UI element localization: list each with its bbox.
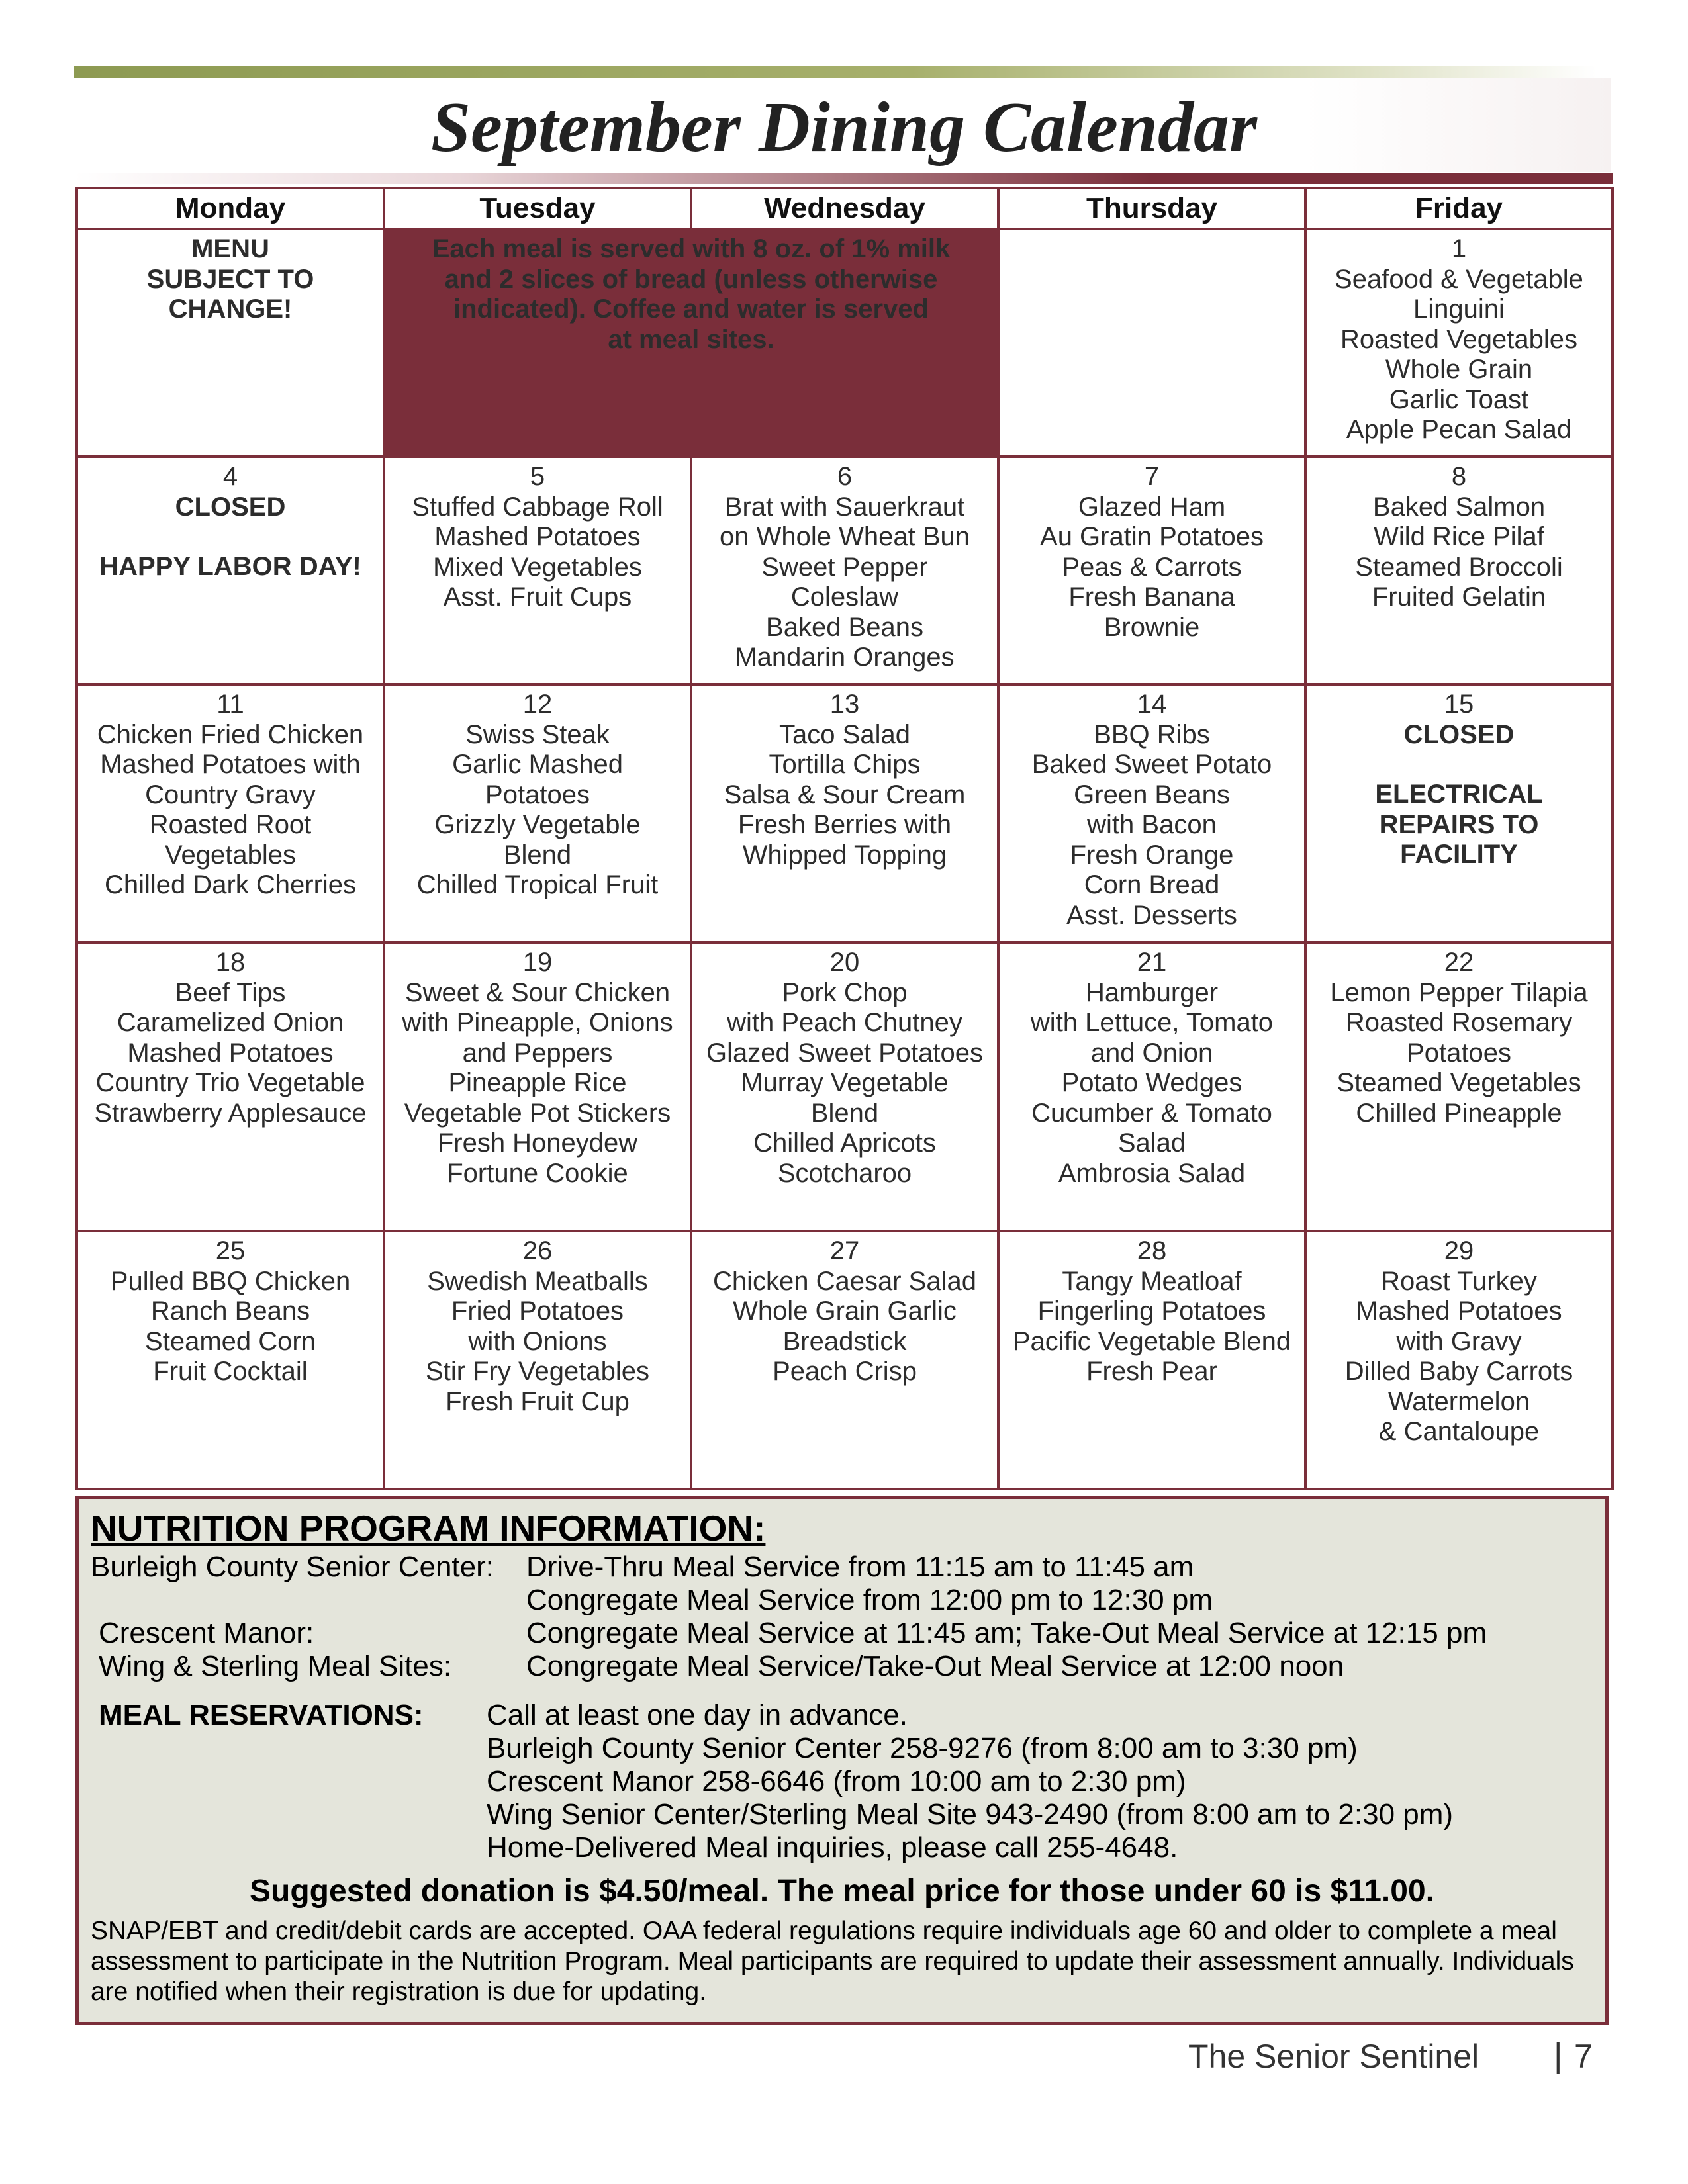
menu-item: Mashed Potatoes <box>127 1038 334 1068</box>
day-cell <box>691 684 998 942</box>
menu-item: Watermelon <box>1387 1387 1530 1416</box>
day-number: 21 <box>1137 948 1167 977</box>
menu-item: Fried Potatoes <box>451 1297 624 1326</box>
menu-item: Hamburger <box>1085 978 1219 1007</box>
day-number: 22 <box>1444 948 1474 977</box>
meal-info-line: indicated). Coffee and water is served <box>453 295 929 324</box>
menu-item: Baked Salmon <box>1372 492 1546 522</box>
day-cell <box>691 942 998 1231</box>
closed-label: CLOSED <box>175 492 286 522</box>
day-number: 11 <box>216 690 244 719</box>
menu-item: Pineapple Rice <box>448 1068 627 1097</box>
menu-item: Mashed Potatoes with <box>100 750 361 779</box>
header-thursday: Thursday <box>998 188 1305 229</box>
header-friday: Friday <box>1305 188 1613 229</box>
menu-item: Glazed Ham <box>1078 492 1226 522</box>
menu-item: with Gravy <box>1396 1326 1522 1356</box>
menu-item: Asst. Fruit Cups <box>443 582 632 612</box>
menu-item: Brat with Sauerkraut <box>724 492 965 522</box>
header-wednesday: Wednesday <box>691 188 998 229</box>
day-cell <box>77 1231 384 1489</box>
day-number: 25 <box>215 1236 246 1265</box>
menu-item: Baked Beans <box>766 612 923 642</box>
day-cell <box>384 942 691 1231</box>
menu-item: Garlic Mashed <box>452 750 623 779</box>
holiday-note: HAPPY LABOR DAY! <box>99 552 361 581</box>
menu-item: Fresh Berries with <box>737 810 952 839</box>
menu-item: Chicken Fried Chicken <box>97 719 364 749</box>
menu-item: with Onions <box>468 1326 607 1356</box>
menu-item: Au Gratin Potatoes <box>1040 522 1264 551</box>
menu-item: Whole Grain Garlic <box>733 1297 957 1326</box>
day-number: 15 <box>1444 690 1474 719</box>
menu-item: Mixed Vegetables <box>433 552 642 582</box>
week-row <box>77 457 1613 684</box>
menu-item: Grizzly Vegetable <box>434 810 641 839</box>
menu-item: & Cantaloupe <box>1378 1417 1540 1446</box>
menu-item: Roast Turkey <box>1381 1266 1537 1296</box>
day-number: 20 <box>829 948 860 977</box>
day-cell <box>998 942 1305 1231</box>
site-schedule: Congregate Meal Service from 12:00 pm to 12:30 pm <box>526 1584 1213 1616</box>
menu-item: Swiss Steak <box>465 719 610 749</box>
menu-item: Seafood & Vegetable <box>1335 264 1583 294</box>
day-cell <box>1305 457 1613 684</box>
day-number: 29 <box>1444 1236 1474 1265</box>
menu-item: Salad <box>1117 1128 1186 1158</box>
notice-line: SUBJECT TO <box>146 264 314 294</box>
menu-item: Ranch Beans <box>150 1297 310 1326</box>
menu-item: Apple Pecan Salad <box>1346 415 1572 444</box>
closure-note: REPAIRS TO <box>1379 809 1539 839</box>
menu-item: Chilled Tropical Fruit <box>416 870 659 899</box>
notice-line: MENU <box>191 234 269 263</box>
menu-item: Green Beans <box>1074 780 1230 809</box>
day-cell <box>998 457 1305 684</box>
nutrition-heading: NUTRITION PROGRAM INFORMATION: <box>91 1508 766 1549</box>
page-title: September Dining Calendar <box>430 88 1258 167</box>
menu-item: Roasted Root <box>149 810 312 839</box>
menu-item: Country Trio Vegetable <box>95 1068 365 1097</box>
day-number: 6 <box>837 462 853 491</box>
menu-item: with Pineapple, Onions <box>402 1008 673 1037</box>
week-row <box>77 1231 1613 1489</box>
day-cell <box>77 684 384 942</box>
day-cell <box>1305 684 1613 942</box>
meal-info-line: at meal sites. <box>608 324 774 354</box>
menu-item: Beef Tips <box>175 978 286 1007</box>
menu-item: Dilled Baby Carrots <box>1344 1357 1573 1386</box>
menu-item: Mashed Potatoes <box>1356 1297 1562 1326</box>
menu-item: Whole Grain <box>1385 355 1533 384</box>
menu-item: Mashed Potatoes <box>434 522 641 551</box>
closure-note: ELECTRICAL <box>1375 780 1543 809</box>
menu-item: Sweet & Sour Chicken <box>404 978 671 1007</box>
day-cell <box>384 457 691 684</box>
fine-print: SNAP/EBT and credit/debit cards are accepted. OAA federal regulations require individuals age 60 and older to complete a meal assessment to participate in the Nutrition Program. Meal participants are required to update their assessment annually. Individuals are notified when their registration is due for updating. <box>91 1917 1574 2006</box>
menu-item: Sweet Pepper <box>761 552 928 582</box>
day-cell <box>691 1231 998 1489</box>
week-row <box>77 942 1613 1231</box>
dining-calendar <box>75 187 1614 1490</box>
menu-item: Cucumber & Tomato <box>1031 1098 1272 1128</box>
menu-change-notice <box>77 229 384 457</box>
menu-item: Potatoes <box>1407 1038 1511 1068</box>
menu-item: Pacific Vegetable Blend <box>1012 1326 1291 1356</box>
menu-item: Fresh Honeydew <box>437 1128 638 1158</box>
site-schedule: Drive-Thru Meal Service from 11:15 am to 11:45 am <box>526 1551 1194 1583</box>
header-monday: Monday <box>77 188 384 229</box>
site-label: Wing & Sterling Meal Sites: <box>99 1650 452 1682</box>
menu-item: Asst. Desserts <box>1066 900 1237 930</box>
site-schedule: Congregate Meal Service at 11:45 am; Take-Out Meal Service at 12:15 pm <box>526 1617 1487 1649</box>
menu-item: Roasted Rosemary <box>1345 1008 1573 1037</box>
menu-item: Glazed Sweet Potatoes <box>706 1038 984 1068</box>
day-cell <box>384 1231 691 1489</box>
day-number: 14 <box>1137 690 1167 719</box>
day-cell <box>1305 1231 1613 1489</box>
menu-item: BBQ Ribs <box>1094 719 1210 749</box>
menu-item: Scotcharoo <box>777 1158 912 1188</box>
day-cell <box>998 684 1305 942</box>
reservations-label: MEAL RESERVATIONS: <box>99 1699 424 1731</box>
menu-item: Blend <box>810 1098 879 1128</box>
menu-item: Chilled Pineapple <box>1356 1098 1562 1128</box>
suggested-donation: Suggested donation is $4.50/meal. The meal price for those under 60 is $11.00. <box>250 1874 1434 1909</box>
day-number: 28 <box>1137 1236 1167 1265</box>
menu-item: Stir Fry Vegetables <box>426 1357 649 1386</box>
day-cell <box>77 942 384 1231</box>
menu-item: with Lettuce, Tomato <box>1030 1008 1274 1037</box>
menu-item: Linguini <box>1413 295 1505 324</box>
day-number: 27 <box>829 1236 860 1265</box>
menu-item: Fruit Cocktail <box>153 1357 308 1386</box>
menu-item: Potatoes <box>485 780 590 809</box>
menu-item: Peas & Carrots <box>1062 552 1242 582</box>
menu-item: Steamed Vegetables <box>1336 1068 1581 1097</box>
menu-item: Potato Wedges <box>1061 1068 1243 1097</box>
menu-item: Fresh Orange <box>1070 840 1234 870</box>
top-olive-rule <box>74 66 1597 78</box>
menu-item: with Bacon <box>1087 810 1217 839</box>
day-number: 13 <box>829 690 860 719</box>
closed-label: CLOSED <box>1403 719 1515 749</box>
day-number: 5 <box>530 462 545 491</box>
site-schedule: Congregate Meal Service/Take-Out Meal Service at 12:00 noon <box>526 1650 1344 1682</box>
menu-item: Whipped Topping <box>742 840 947 870</box>
menu-item: Fresh Pear <box>1086 1357 1217 1386</box>
menu-item: Fresh Fruit Cup <box>445 1387 630 1416</box>
day-number: 7 <box>1144 462 1160 491</box>
day-number: 4 <box>222 462 238 491</box>
menu-item: Pulled BBQ Chicken <box>110 1266 351 1296</box>
day-number: 26 <box>522 1236 553 1265</box>
menu-item: Swedish Meatballs <box>427 1266 648 1296</box>
day-number: 18 <box>215 948 246 977</box>
menu-item: and Onion <box>1090 1038 1213 1068</box>
week-row <box>77 229 1613 457</box>
menu-item: Mandarin Oranges <box>735 643 955 672</box>
day-number: 19 <box>522 948 553 977</box>
menu-item: Salsa & Sour Cream <box>724 780 966 809</box>
nutrition-info-panel <box>75 1496 1609 2025</box>
menu-item: on Whole Wheat Bun <box>720 522 970 551</box>
menu-item: Fruited Gelatin <box>1372 582 1546 612</box>
day-cell <box>1305 942 1613 1231</box>
notice-line: CHANGE! <box>168 295 293 324</box>
menu-item: Chicken Caesar Salad <box>713 1266 976 1296</box>
footer-separator: | <box>1554 2036 1563 2075</box>
menu-item: Vegetables <box>165 840 296 870</box>
reservation-line: Wing Senior Center/Sterling Meal Site 943-2490 (from 8:00 am to 2:30 pm) <box>487 1798 1454 1831</box>
weekday-header-row <box>77 188 1613 229</box>
menu-item: Garlic Toast <box>1389 385 1529 414</box>
menu-item: Taco Salad <box>779 719 910 749</box>
day-number: 12 <box>522 690 553 719</box>
menu-item: Wild Rice Pilaf <box>1374 522 1544 551</box>
meal-info-box <box>384 229 998 457</box>
day-number: 1 <box>1451 234 1467 263</box>
menu-item: Murray Vegetable <box>741 1068 949 1097</box>
menu-item: Chilled Apricots <box>753 1128 936 1158</box>
menu-item: Fingerling Potatoes <box>1037 1297 1266 1326</box>
reservation-line: Crescent Manor 258-6646 (from 10:00 am to 2:30 pm) <box>487 1765 1186 1797</box>
week-row <box>77 684 1613 942</box>
menu-item: Caramelized Onion <box>117 1008 344 1037</box>
reservation-line: Burleigh County Senior Center 258-9276 (from 8:00 am to 3:30 pm) <box>487 1732 1358 1764</box>
menu-item: Vegetable Pot Stickers <box>404 1098 671 1128</box>
menu-item: Pork Chop <box>782 978 908 1007</box>
publication-name: The Senior Sentinel <box>1188 2038 1479 2075</box>
menu-item: Stuffed Cabbage Roll <box>412 492 663 522</box>
menu-item: Chilled Dark Cherries <box>104 870 357 899</box>
menu-item: Tangy Meatloaf <box>1062 1266 1242 1296</box>
day-number: 8 <box>1451 462 1467 491</box>
site-label: Crescent Manor: <box>99 1617 314 1649</box>
day-cell <box>77 457 384 684</box>
site-label: Burleigh County Senior Center: <box>91 1551 494 1583</box>
menu-item: with Peach Chutney <box>727 1008 962 1037</box>
menu-item: Peach Crisp <box>773 1357 917 1386</box>
header-tuesday: Tuesday <box>384 188 691 229</box>
day-cell <box>998 1231 1305 1489</box>
menu-item: Ambrosia Salad <box>1058 1158 1246 1188</box>
day-cell <box>384 684 691 942</box>
menu-item: Fresh Banana <box>1068 582 1235 612</box>
menu-item: Breadstick <box>782 1326 907 1356</box>
day-cell <box>1305 229 1613 457</box>
menu-item: Steamed Corn <box>145 1326 316 1356</box>
reservation-line: Home-Delivered Meal inquiries, please call 255-4648. <box>487 1831 1178 1864</box>
menu-item: Fortune Cookie <box>447 1158 628 1188</box>
menu-item: Lemon Pepper Tilapia <box>1330 978 1588 1007</box>
menu-item: Baked Sweet Potato <box>1031 750 1272 779</box>
empty-day-cell <box>998 229 1305 457</box>
maroon-rule <box>74 173 1613 184</box>
menu-item: Steamed Broccoli <box>1355 552 1563 582</box>
reservation-line: Call at least one day in advance. <box>487 1699 908 1731</box>
menu-item: Country Gravy <box>145 780 316 809</box>
menu-item: Corn Bread <box>1084 870 1220 899</box>
menu-item: and Peppers <box>462 1038 613 1068</box>
menu-item: Tortilla Chips <box>769 750 921 779</box>
menu-item: Strawberry Applesauce <box>94 1098 367 1128</box>
day-cell <box>691 457 998 684</box>
meal-info-line: and 2 slices of bread (unless otherwise <box>444 264 938 294</box>
meal-info-line: Each meal is served with 8 oz. of 1% milk <box>432 234 951 263</box>
page-number: 7 <box>1574 2038 1593 2075</box>
menu-item: Coleslaw <box>790 582 899 612</box>
menu-item: Brownie <box>1103 612 1200 642</box>
menu-item: Roasted Vegetables <box>1340 324 1578 354</box>
menu-item: Blend <box>503 840 572 870</box>
closure-note: FACILITY <box>1400 840 1518 869</box>
